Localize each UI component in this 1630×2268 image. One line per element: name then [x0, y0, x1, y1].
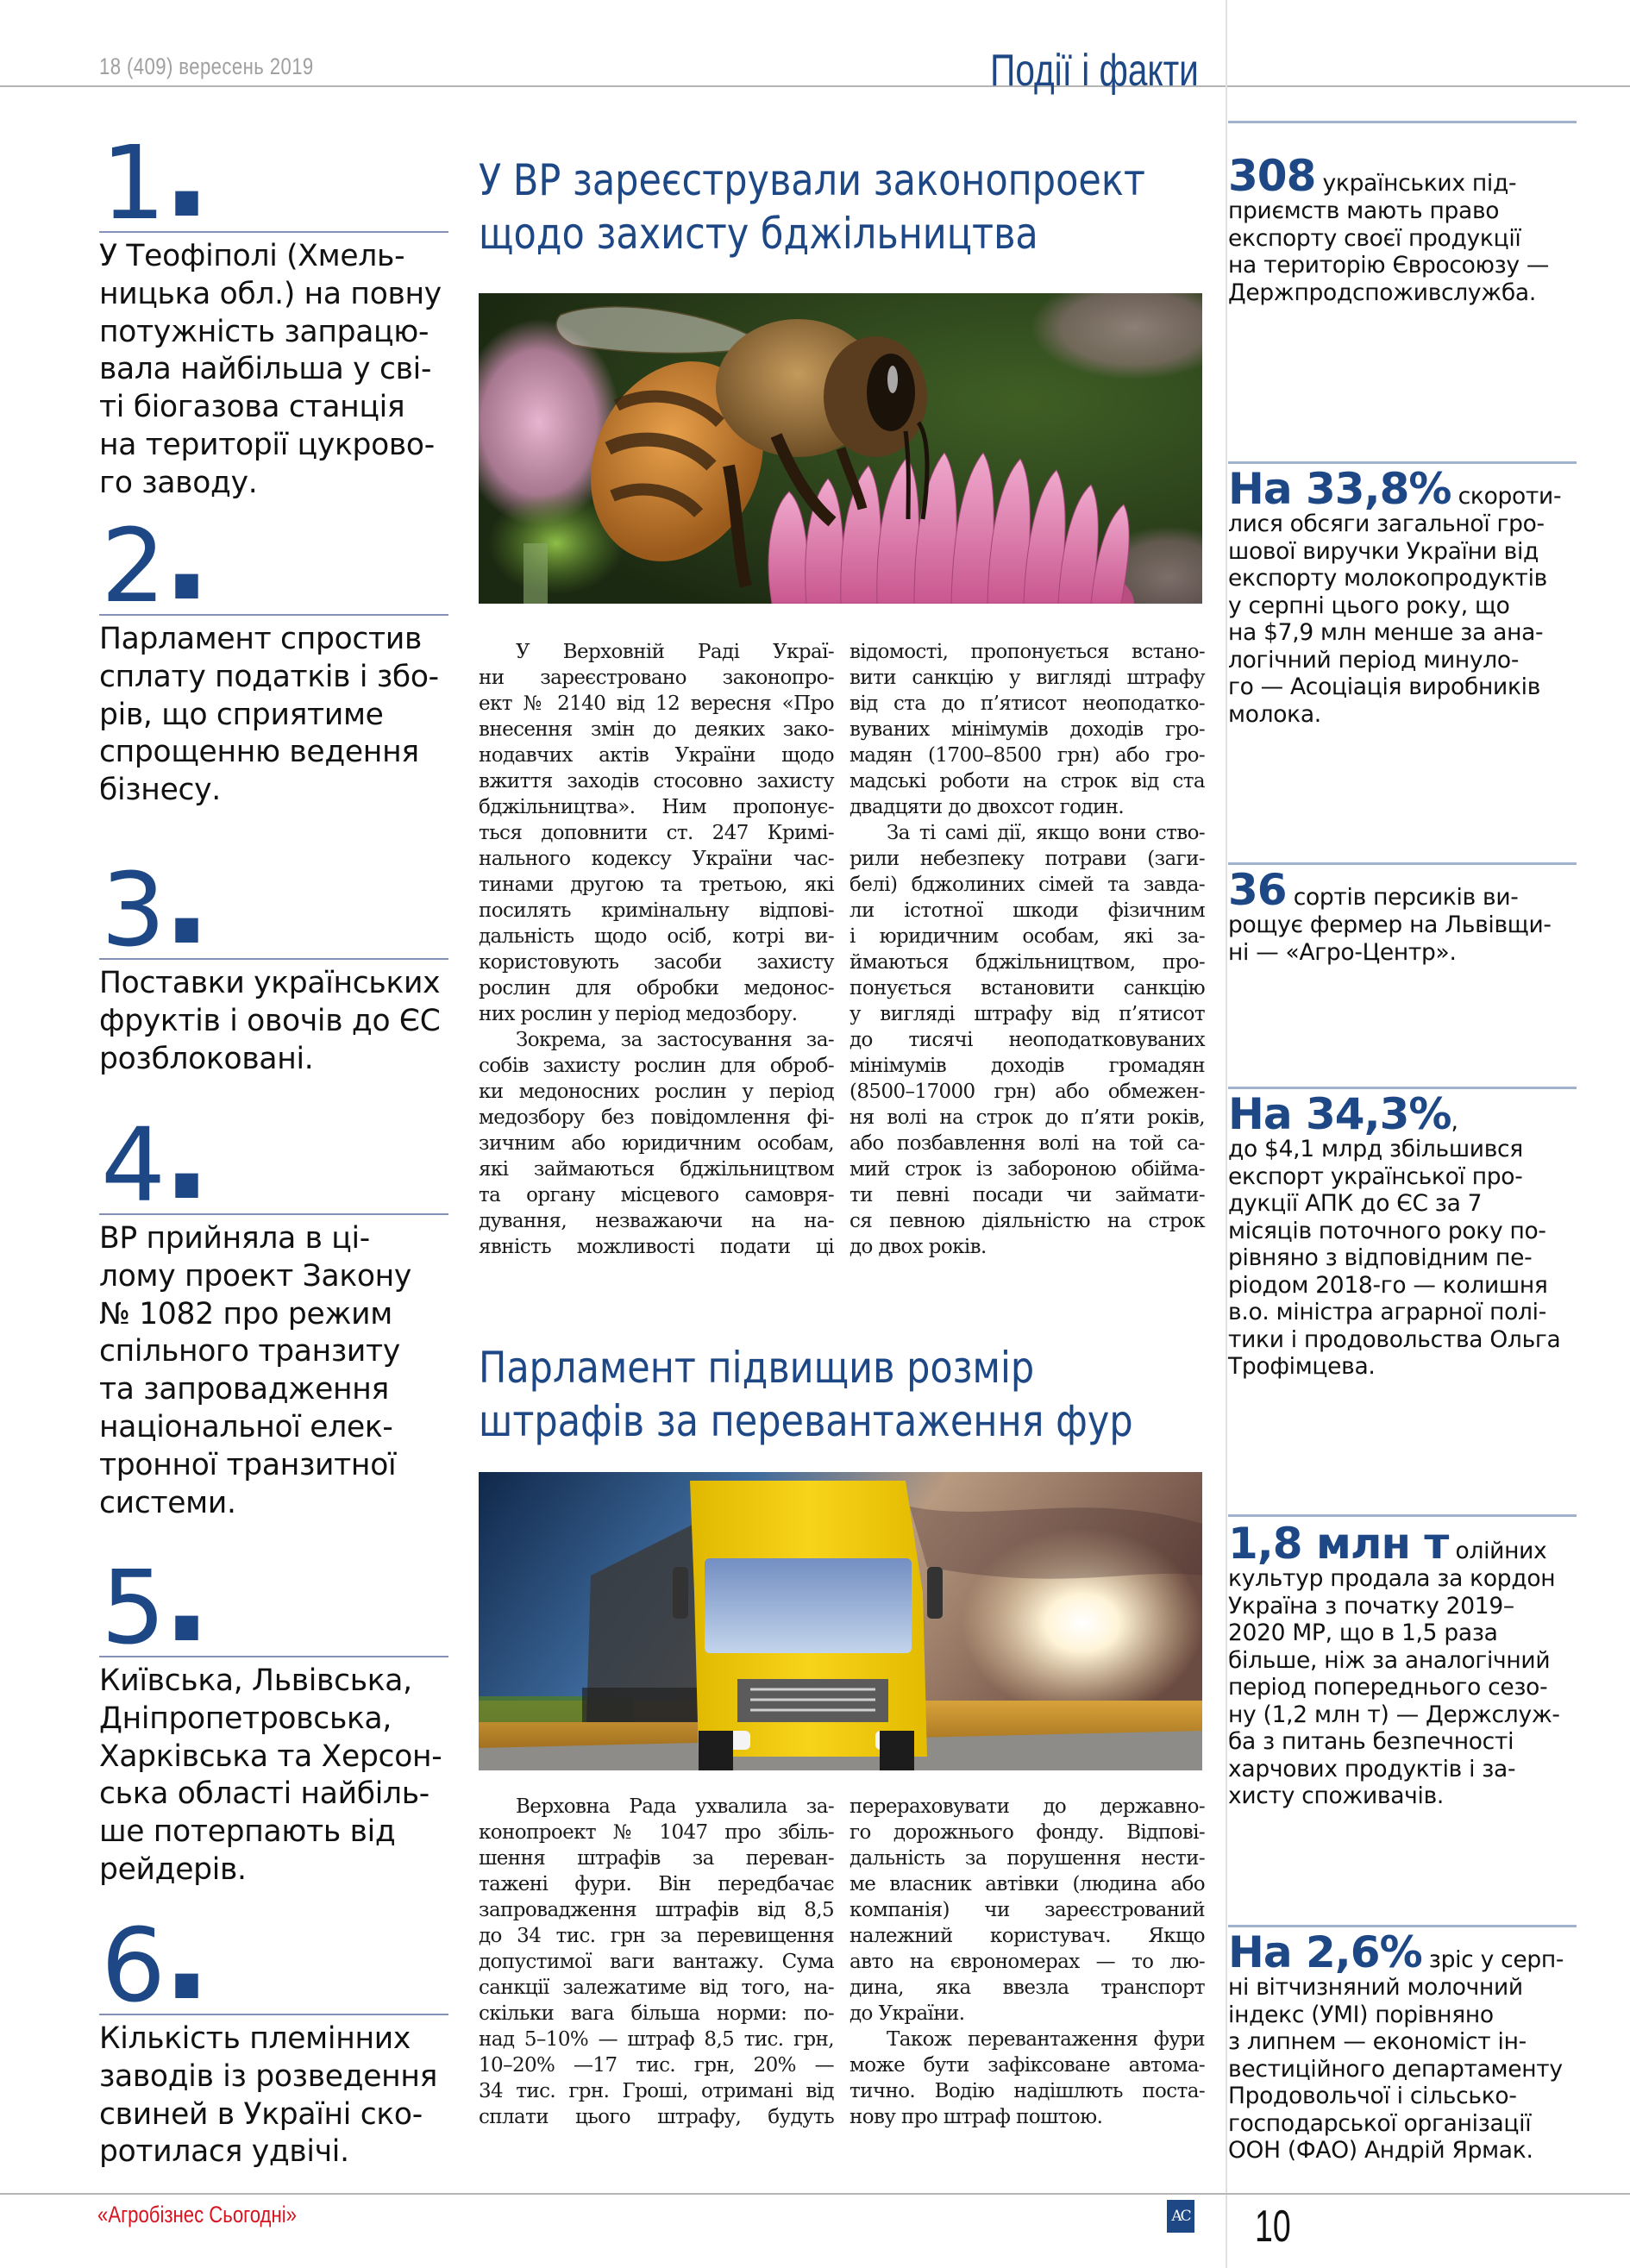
fact-rule [1228, 1514, 1577, 1517]
article-1-column-2: відомості, пропонується встано- вити санкцію у вигляді штрафу від ста до п’ятисот неоподатко- вуваних мінімумів доходів гро- мадян (1700–8500 грн) або гро- мадські роботи на строк від ста двадцяти до двохсот годин. За ті самі дії, якщо вони ство- рили небезпеку потрави (заги- белі) бджолиних сімей та завда- ли істотної шкоди фізичним і юридичним особам, які за- ймаються бджільництвом, про- понується встановити санкцію у вигляді штрафу від п’ятисот до тисячі неоподатковуваних мінімумів доходів громадян (8500–17000 грн) або обмежен- ня волі на строк до п’яти років, або позбавлення волі на той са- мий строк із забороною обійма- ти певні посади чи займати- ся певною діяльністю на строк до двох років. [849, 641, 1205, 1258]
article-headline: Парламент підвищив розмір штрафів за перевантаження фур [479, 1343, 1133, 1446]
bee-photo-illustration [479, 293, 1202, 604]
column-divider [1226, 0, 1227, 2268]
item-text: Поставки українських фруктів і овочів до ЄС розблоковані. [99, 966, 441, 1076]
fact-highlight: На 33,8% [1228, 464, 1451, 514]
bee-on-flower-photo [479, 293, 1202, 604]
numbered-item [99, 1879, 448, 2171]
fact-text: На 33,8% скороти- лися обсяги загальної гро- шової виручки України від експорту молокопродуктів у серпні цього року, що на $7,9 млн менше за ана- логічний період минуло- го — Асоціація виробників молока. [1228, 464, 1562, 728]
item-number: 2. [101, 479, 208, 630]
article-2-column-2: перераховувати до державно- го дорожнього фонду. Відпові- дальність за порушення нести- ме власник автівки (людина або компанія) чи зареєстрований належний користувач. Якщо авто на єврономерах — то лю- дина, яка ввезла транспорт до України. Також перевантаження фури може бути зафіксоване автома- тично. Водію надішлють поста- нову про штраф поштою. [849, 1795, 1205, 2128]
numbered-item [99, 479, 448, 810]
item-number: 3. [101, 824, 208, 974]
article-1-column-1: У Верховній Раді Украї- ни зареєстровано законопро- ект № 2140 від 12 вересня «Про внесення змін до деяких зако- нодавчих актів України щодо вжиття заходів стосовно захисту бджільництва». Ним пропонує- ться доповнити ст. 247 Кримі- нального кодексу України час- тинами другою та третьою, які посилять кримінальну відпові- дальність щодо осіб, котрі ви- користовують засоби захисту рослин для обробки медонос- них рослин у період медозбору. Зокрема, за застосування за- собів захисту рослин для оброб- ки медоносних рослин у період медозбору без повідомлення фі- зичним або юридичним особам, які займаються бджільництвом та органу місцевого самовря- дування, незважаючи на на- явність можливості подати ці [479, 641, 834, 1258]
item-text: У Теофіполі (Хмель- ницька обл.) на повну потужність запрацю- вала найбільша у сві- ті біогазова станція на території цукрово- го заводу. [99, 239, 442, 500]
yellow-truck-photo [479, 1472, 1202, 1770]
page-number: 10 [1255, 2202, 1291, 2252]
item-number: 4. [101, 1079, 208, 1230]
article-headline: У ВР зареєстрували законопроект щодо захисту бджільництва [479, 155, 1145, 259]
fact-block [1228, 1925, 1577, 2165]
fact-highlight: 1,8 млн т [1228, 1519, 1449, 1569]
truck-photo-illustration [479, 1472, 1202, 1770]
item-number: 1. [101, 97, 208, 247]
footer-rule [0, 2193, 1630, 2195]
article-2-column-1: Верховна Рада ухвалила за- конопроект № 1047 про збіль- шення штрафів за переван- тажені фури. Він передбачає запровадження штрафів від 8,5 до 34 тис. грн за перевищення допустимої ваги вантажу. Сума санкції залежатиме від того, на- скільки вага більша норми: по- над 5–10% — штраф 8,5 тис. грн, 10–20% —17 тис. грн, 20% — 34 тис. грн. Гроші, отримані від сплати цього штрафу, будуть [479, 1795, 834, 2128]
header-rule [0, 85, 1630, 87]
fact-text: 1,8 млн т олійних культур продала за кордон Україна з початку 2019– 2020 МР, що в 1,5 раза більше, ніж за аналогічний період попереднього сезо- ну (1,2 млн т) — Держслуж- ба з питань безпечності харчових продуктів і за- хисту споживачів. [1228, 1519, 1560, 1809]
item-text: ВР прийняла в ці- лому проект Закону № 1082 про режим спільного транзиту та запровадження національної елек- тронної транзитної системи. [99, 1221, 412, 1520]
fact-text: 308 українських під- приємств мають право експорту своєї продукції на територію Євросоюзу — Держпродспоживслужба. [1228, 151, 1550, 306]
fact-block [1228, 862, 1577, 966]
fact-block [1228, 1514, 1577, 1810]
fact-highlight: На 34,3% [1228, 1089, 1451, 1139]
numbered-item [99, 1521, 448, 1889]
fact-rule [1228, 121, 1577, 123]
issue-date: 18 (409) вересень 2019 [99, 53, 314, 79]
fact-text: На 2,6% зріс у серп- ні вітчизняний молочний індекс (УМІ) порівняно з липнем — економіст ін- вестиційного департаменту Продовольчої і сільсько- господарської організації ООН (ФАО) Андрій Ярмак. [1228, 1927, 1564, 2164]
item-number: 5. [101, 1521, 208, 1672]
numbered-item [99, 97, 448, 503]
item-number: 6. [101, 1879, 208, 2030]
section-title: Події і факти [990, 46, 1199, 96]
fact-highlight: 36 [1228, 865, 1287, 915]
fact-block [1228, 121, 1577, 306]
fact-highlight: 308 [1228, 151, 1316, 201]
numbered-item [99, 824, 448, 1078]
fact-text: На 34,3%, до $4,1 млрд збільшився експорт української про- дукції АПК до ЄС за 7 місяців поточного року по- рівняно з відповідним пе- ріодом 2018-го — колишня в.о. міністра аграрної полі- тики і продовольства Ольга Трофімцева. [1228, 1089, 1561, 1380]
numbered-item [99, 1079, 448, 1522]
item-text: Парламент спростив сплату податків і збо- рів, що сприятиме спрощенню ведення бізнесу. [99, 622, 439, 808]
item-text: Кількість племінних заводів із розведення свиней в Україні ско- ротилася удвічі. [99, 2021, 438, 2170]
fact-block [1228, 1087, 1577, 1381]
fact-highlight: На 2,6% [1228, 1927, 1422, 1977]
fact-block [1228, 461, 1577, 728]
fact-text: 36 сортів персиків ви- рощує фермер на Львівщи- ні — «Агро-Центр». [1228, 865, 1552, 966]
ac-logo-icon: AC [1167, 2200, 1194, 2233]
magazine-name: «Агробізнес Сьогодні» [97, 2202, 297, 2227]
item-text: Київська, Львівська, Дніпропетровська, Харківська та Херсон- ська області найбіль- ше потерпають від рейдерів. [99, 1663, 442, 1887]
